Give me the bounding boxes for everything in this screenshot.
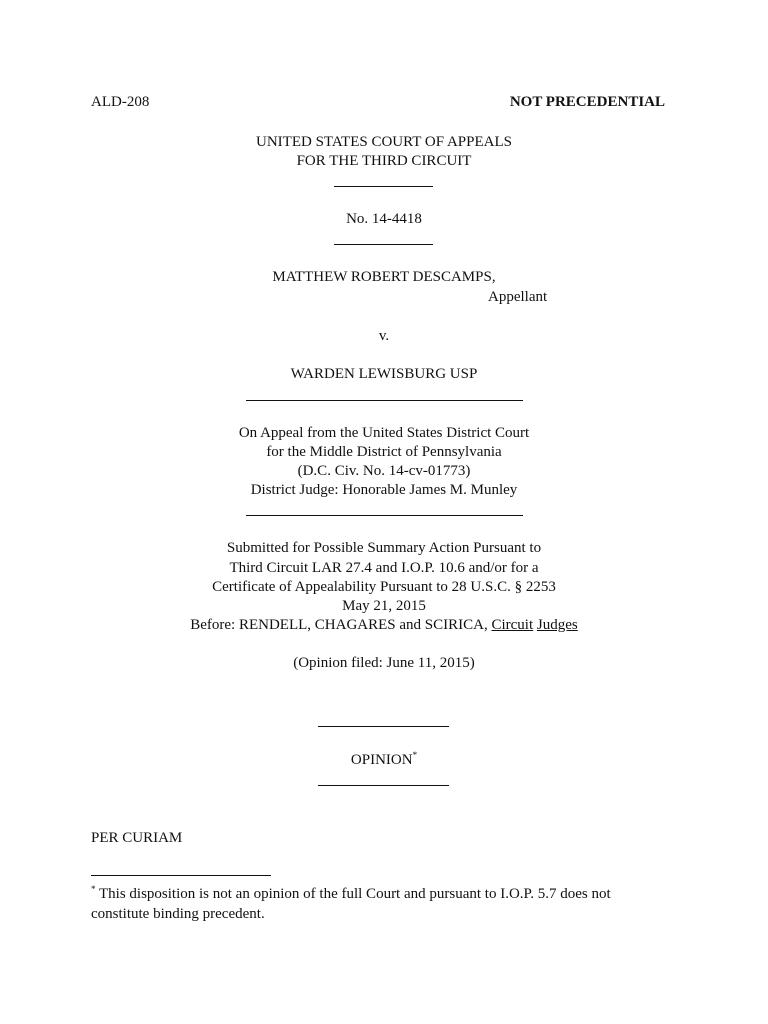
footnote-separator: [91, 875, 271, 876]
per-curiam: PER CURIAM: [91, 830, 183, 846]
separator-rule: [334, 244, 433, 245]
panel-judges-circuit: Circuit: [491, 617, 534, 633]
appeal-from-line3: (D.C. Civ. No. 14-cv-01773): [297, 463, 471, 479]
footnote-mark: *: [91, 884, 96, 894]
opinion-filed-date: (Opinion filed: June 11, 2015): [293, 655, 475, 671]
submission-date: May 21, 2015: [342, 598, 426, 614]
appellant-name: MATTHEW ROBERT DESCAMPS,: [272, 269, 496, 285]
footnote-reference: *: [412, 750, 418, 760]
separator-rule: [246, 400, 523, 401]
submission-line3: Certificate of Appealability Pursuant to 28 U.S.C. § 2253: [212, 579, 556, 595]
footnote-text: This disposition is not an opinion of the full Court and pursuant to I.O.P. 5.7 does not: [98, 886, 611, 902]
panel-judges-names: Before: RENDELL, CHAGARES and SCIRICA,: [190, 617, 488, 633]
panel-judges: [0, 616, 768, 634]
panel-judges-title: Judges: [536, 617, 578, 633]
submission-line2: Third Circuit LAR 27.4 and I.O.P. 10.6 and/or for a: [229, 560, 539, 576]
footnote-line2: constitute binding precedent.: [91, 906, 265, 922]
versus: v.: [378, 328, 390, 344]
submission-line1: Submitted for Possible Summary Action Pursuant to: [226, 540, 542, 556]
appeal-from-line2: for the Middle District of Pennsylvania: [266, 444, 502, 460]
separator-rule: [334, 186, 433, 187]
court-name-line1: UNITED STATES COURT OF APPEALS: [256, 134, 512, 150]
district-judge: District Judge: Honorable James M. Munley: [250, 482, 518, 498]
docket-code: ALD-208: [91, 94, 150, 110]
opinion-heading: [0, 751, 768, 769]
appellant-role: Appellant: [488, 289, 548, 305]
separator-rule: [318, 785, 449, 786]
opinion-label: OPINION: [350, 752, 413, 768]
appeal-from-line1: On Appeal from the United States District Court: [238, 425, 530, 441]
court-name-line2: FOR THE THIRD CIRCUIT: [296, 153, 472, 169]
footnote-line1: [91, 885, 611, 903]
appellee-name: WARDEN LEWISBURG USP: [290, 366, 478, 382]
case-number: No. 14-4418: [346, 211, 422, 227]
precedential-status: NOT PRECEDENTIAL: [509, 94, 665, 110]
separator-rule: [246, 515, 523, 516]
separator-rule: [318, 726, 449, 727]
